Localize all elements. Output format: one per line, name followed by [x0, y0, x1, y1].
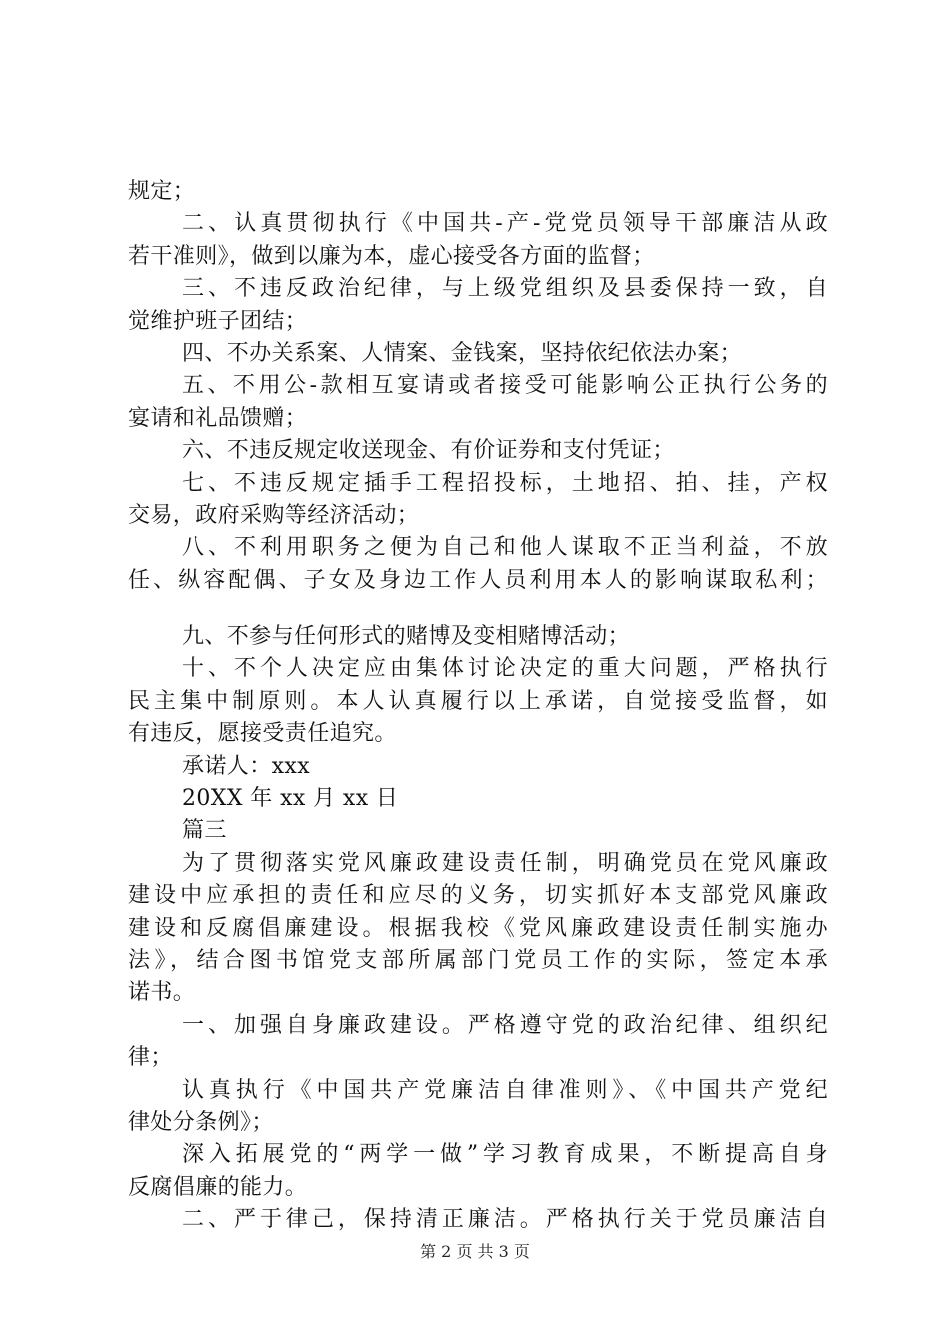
- text-line: 诺书。: [128, 980, 196, 1006]
- text-line: 建设中应承担的责任和应尽的义务，切实抓好本支部党风廉政: [128, 883, 828, 909]
- text-line: 一、加强自身廉政建设。严格遵守党的政治纪律、组织纪: [182, 1012, 828, 1038]
- text-line: 律；: [128, 1045, 173, 1071]
- text-line: 认真执行《中国共产党廉洁自律准则》、《中国共产党纪: [182, 1077, 828, 1103]
- text-line: 深入拓展党的“两学一做”学习教育成果，不断提高自身: [182, 1142, 828, 1168]
- text-line: 反腐倡廉的能力。: [128, 1174, 308, 1200]
- text-line: 八、不利用职务之便为自己和他人谋取不正当利益，不放: [182, 535, 828, 561]
- text-line: 四、不办关系案、人情案、金钱案，坚持依纪依法办案；: [182, 340, 743, 366]
- text-line: 规定；: [128, 179, 196, 204]
- text-line: 十、不个人决定应由集体讨论决定的重大问题，严格执行: [182, 656, 828, 682]
- text-line: 六、不违反规定收送现金、有价证券和支付凭证；: [182, 438, 675, 464]
- text-line: 若干准则》，做到以廉为本，虚心接受各方面的监督；: [128, 243, 655, 269]
- text-line: 法》，结合图书馆党支部所属部门党员工作的实际，签定本承: [128, 947, 828, 973]
- text-line: 宴请和礼品馈赠；: [128, 405, 308, 431]
- text-line: 任、纵容配偶、子女及身边工作人员利用本人的影响谋取私利；: [128, 567, 828, 593]
- text-line: 交易，政府采购等经济活动；: [128, 502, 420, 528]
- text-line: 为了贯彻落实党风廉政建设责任制，明确党员在党风廉政: [182, 850, 828, 876]
- text-line: 三、不违反政治纪律，与上级党组织及县委保持一致，自: [182, 276, 828, 302]
- text-line: 觉维护班子团结；: [128, 308, 308, 334]
- signatory-line: 承诺人：xxx: [182, 753, 311, 779]
- text-line: 九、不参与任何形式的赌博及变相赌博活动；: [182, 624, 631, 650]
- text-line: 民主集中制原则。本人认真履行以上承诺，自觉接受监督，如: [128, 688, 828, 714]
- section-heading: 篇三: [182, 818, 227, 844]
- date-line: 20XX 年 xx 月 xx 日: [182, 786, 399, 812]
- text-line: 二、认真贯彻执行《中国共-产-党党员领导干部廉洁从政: [182, 211, 828, 237]
- paragraph-gap: [128, 597, 828, 621]
- text-line: 五、不用公-款相互宴请或者接受可能影响公正执行公务的: [182, 373, 828, 399]
- text-line: 有违反，愿接受责任追究。: [128, 721, 397, 747]
- text-line: 二、严于律己，保持清正廉洁。严格执行关于党员廉洁自: [182, 1207, 828, 1233]
- document-body: [128, 176, 828, 1237]
- text-line: 建设和反腐倡廉建设。根据我校《党风廉政建设责任制实施办: [128, 915, 828, 941]
- page-number-footer: 第 2 页 共 3 页: [420, 1242, 530, 1261]
- text-line: 七、不违反规定插手工程招投标，土地招、拍、挂，产权: [182, 470, 828, 496]
- text-line: 律处分条例》；: [128, 1109, 274, 1135]
